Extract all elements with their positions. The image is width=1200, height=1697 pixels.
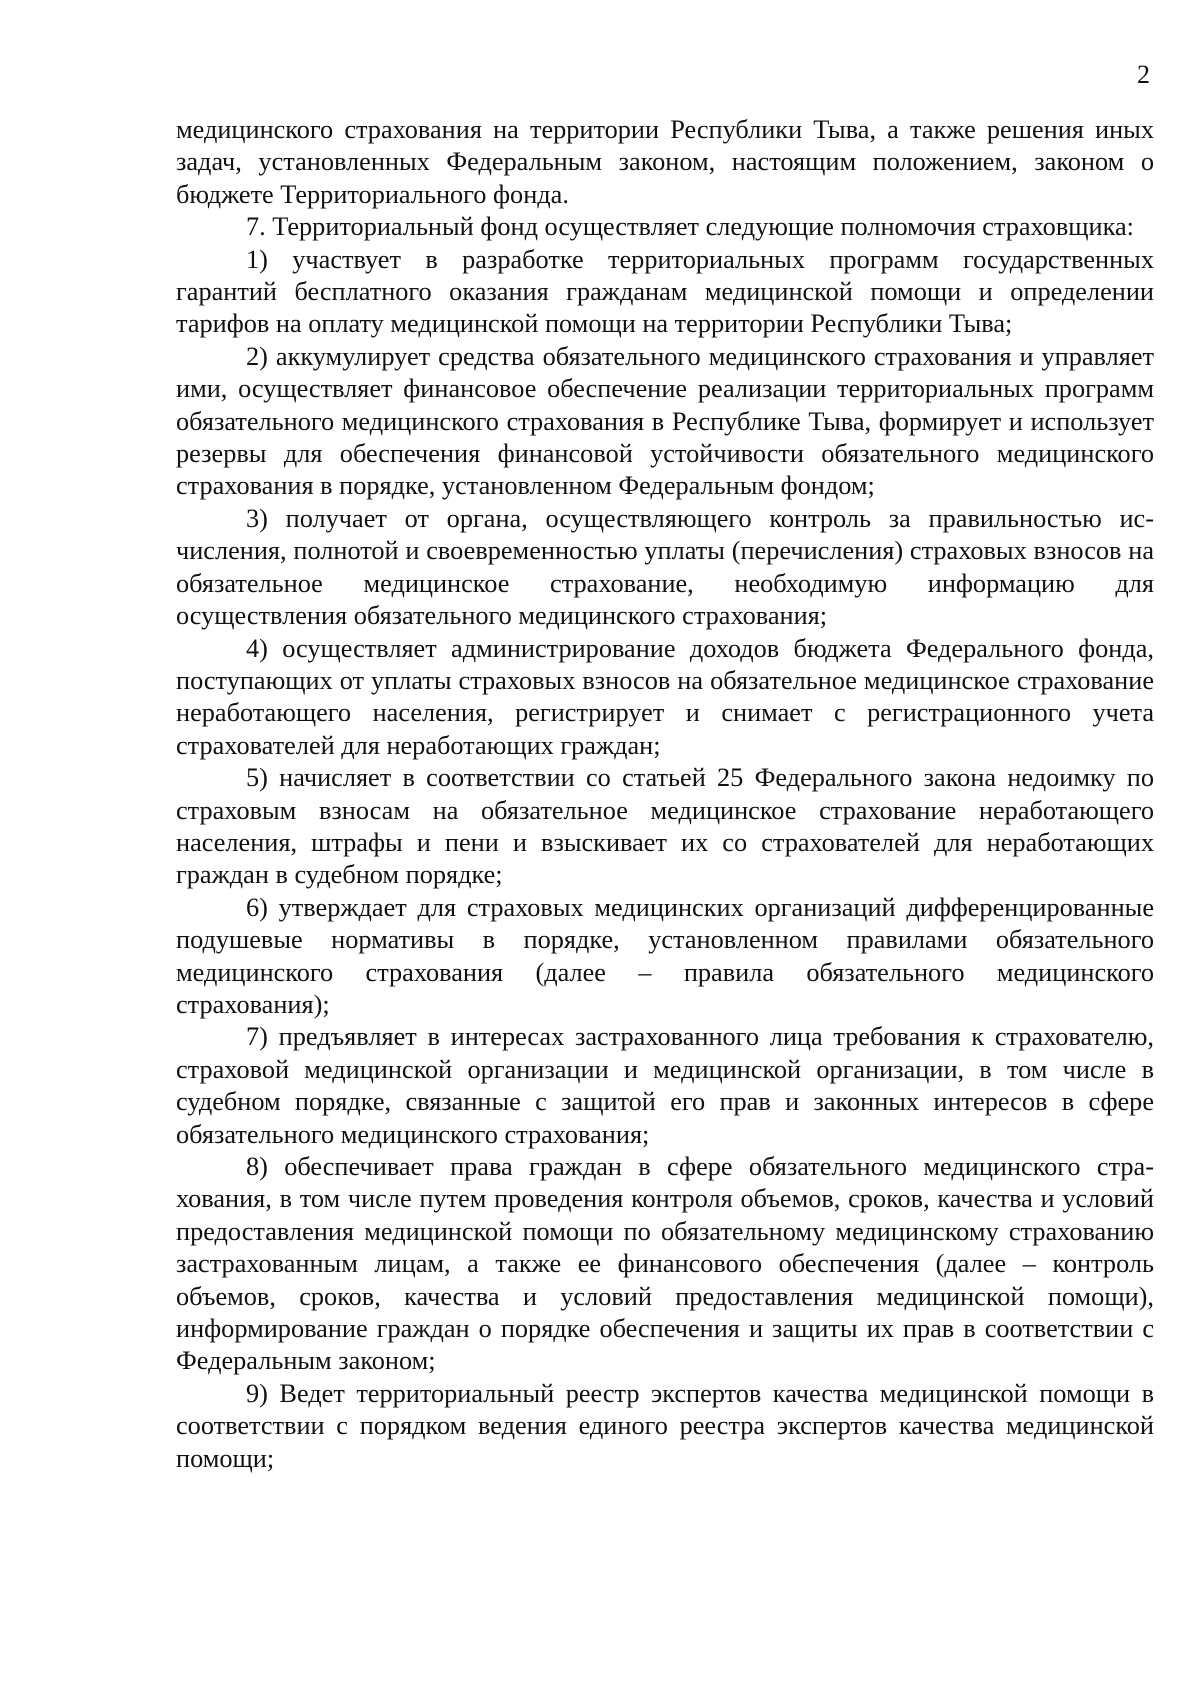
document-body <box>176 114 1154 1475</box>
paragraph-subitem-7: 7) предъявляет в интересах застрахованного лица требования к страхователю, страховой медицинской организации и медицинской организации, в том числе в судебном порядке, связанные с защитой его прав и законных интересов в сфере обязательного медицинского страхования; <box>176 1022 1154 1149</box>
paragraph-subitem-9: 9) Ведет территориальный реестр экспертов качества медицинской помощи в соответствии с порядком ведения единого реестра экспертов качества медицинской помощи; <box>176 1378 1154 1473</box>
paragraph-subitem-3: 3) получает от органа, осуществляющего контроль за правильностью исчисления, полнотой и своевременностью уплаты (перечисления) страховых взносов на обязательное медицинское страхование, необходимую информацию для осуществления обязательного медицинского страхования; <box>176 503 1154 631</box>
paragraph-continuation: медицинского страхования на территории Республики Тыва, а также решения иных задач, установленных Федеральным законом, настоящим положением, законом о бюджете Территориального фонда. <box>176 115 1154 209</box>
paragraph-subitem-6: 6) утверждает для страховых медицинских организаций дифференцированные подушевые нормативы в порядке, установленном правилами обязательного медицинского страхования (далее – правила обязательного медицинского страхования); <box>176 892 1154 1019</box>
paragraph-subitem-5: 5) начисляет в соответствии со статьей 25 Федерального закона недоимку по страховым взносам на обязательное медицинское страхование неработающего населения, штрафы и пени и взыскивает их со страхователей для неработающих граждан в судебном порядке; <box>176 763 1154 890</box>
paragraph-subitem-4: 4) осуществляет администрирование доходов бюджета Федерального фонда, поступающих от уплаты страховых взносов на обязательное медицинское страхование неработающего населения, регистрирует и снимает с регистрационного учета страхователей для неработающих граждан; <box>176 633 1154 760</box>
page-number: 2 <box>1137 60 1150 89</box>
paragraph-subitem-1: 1) участвует в разработке территориальных программ государственных гарантий бесплатного оказания гражданам медицинской помощи и определении тарифов на оплату медицинской помощи на территории Республики Тыва; <box>176 244 1154 339</box>
paragraph-item-7: 7. Территориальный фонд осуществляет следующие полномочия страховщика: <box>246 212 1134 242</box>
paragraph-subitem-2: 2) аккумулирует средства обязательного медицинского страхования и управляет ими, осуществляет финансовое обеспечение реализации территориальных программ обязательного медицинского страхования в Республике Тыва, формирует и использует резервы для обеспечения финансовой устойчивости обязательного медицинского страхования в порядке, установленном Федеральным фондом; <box>176 341 1154 501</box>
paragraph-subitem-8: 8) обеспечивает права граждан в сфере обязательного медицинского страхования, в том числе путем проведения контроля объемов, сроков, качества и условий предоставления медицинской помощи по обязательному медицинскому страхованию застрахованным лицам, а также ее финансового обеспечения (далее – контроль объемов, сроков, качества и условий предоставления медицинской помощи), информирование граждан о порядке обеспечения и защиты их прав в соответствии с Федеральным законом; <box>176 1152 1154 1376</box>
